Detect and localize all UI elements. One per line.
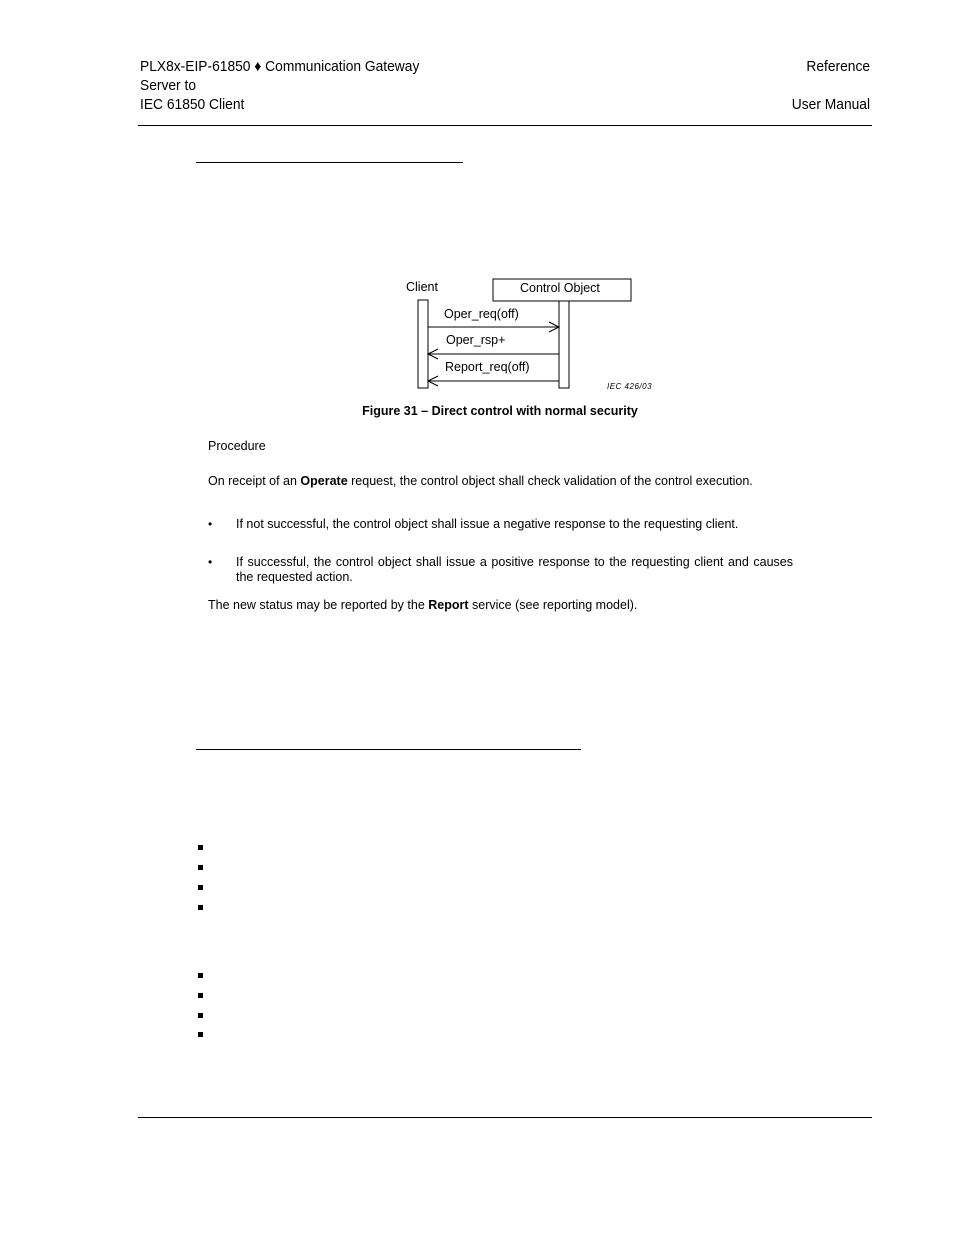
header-divider (138, 125, 872, 126)
section-heading-underline-2 (196, 749, 581, 750)
header-section: Reference (806, 58, 870, 75)
sequence-diagram (400, 276, 670, 396)
bullet-marker-2: • (208, 555, 213, 569)
header-product-title: PLX8x-EIP-61850 ♦ Communication Gateway (140, 58, 420, 75)
operate-term: Operate (300, 474, 348, 488)
square-bullet-5 (198, 973, 203, 978)
procedure-heading: Procedure (208, 439, 266, 453)
control-object-label: Control Object (520, 281, 600, 295)
bullet-marker-1: • (208, 517, 213, 531)
message-label-2: Oper_rsp+ (446, 333, 506, 347)
header-product-subtitle-2: IEC 61850 Client (140, 96, 245, 113)
header-doc-type: User Manual (791, 96, 870, 113)
message-label-1: Oper_req(off) (444, 307, 519, 321)
report-term: Report (428, 598, 469, 612)
control-object-lifeline (559, 301, 569, 388)
square-bullet-4 (198, 905, 203, 910)
header-left (140, 57, 419, 114)
header-right (792, 57, 870, 114)
square-bullet-2 (198, 865, 203, 870)
message-label-3: Report_req(off) (445, 360, 530, 374)
square-bullet-3 (198, 885, 203, 890)
bullet-item-2: If successful, the control object shall issue a positive response to the requesting client and causes the requested action. (236, 555, 793, 584)
square-bullet-7 (198, 1013, 203, 1018)
procedure-paragraph-2: The new status may be reported by the Report service (see reporting model). (208, 598, 638, 612)
iec-reference: IEC 426/03 (607, 382, 653, 391)
section-heading-underline-1 (196, 162, 463, 163)
square-bullet-1 (198, 845, 203, 850)
header-product-subtitle-1: Server to (140, 77, 196, 94)
bullet-item-1: If not successful, the control object shall issue a negative response to the requesting client. (236, 517, 739, 531)
square-bullet-6 (198, 993, 203, 998)
client-label: Client (406, 280, 438, 294)
procedure-paragraph-1: On receipt of an Operate request, the control object shall check validation of the control execution. (208, 474, 753, 488)
client-lifeline (418, 300, 428, 388)
footer-divider (138, 1117, 872, 1118)
square-bullet-8 (198, 1032, 203, 1037)
figure-caption: Figure 31 – Direct control with normal security (362, 404, 638, 418)
